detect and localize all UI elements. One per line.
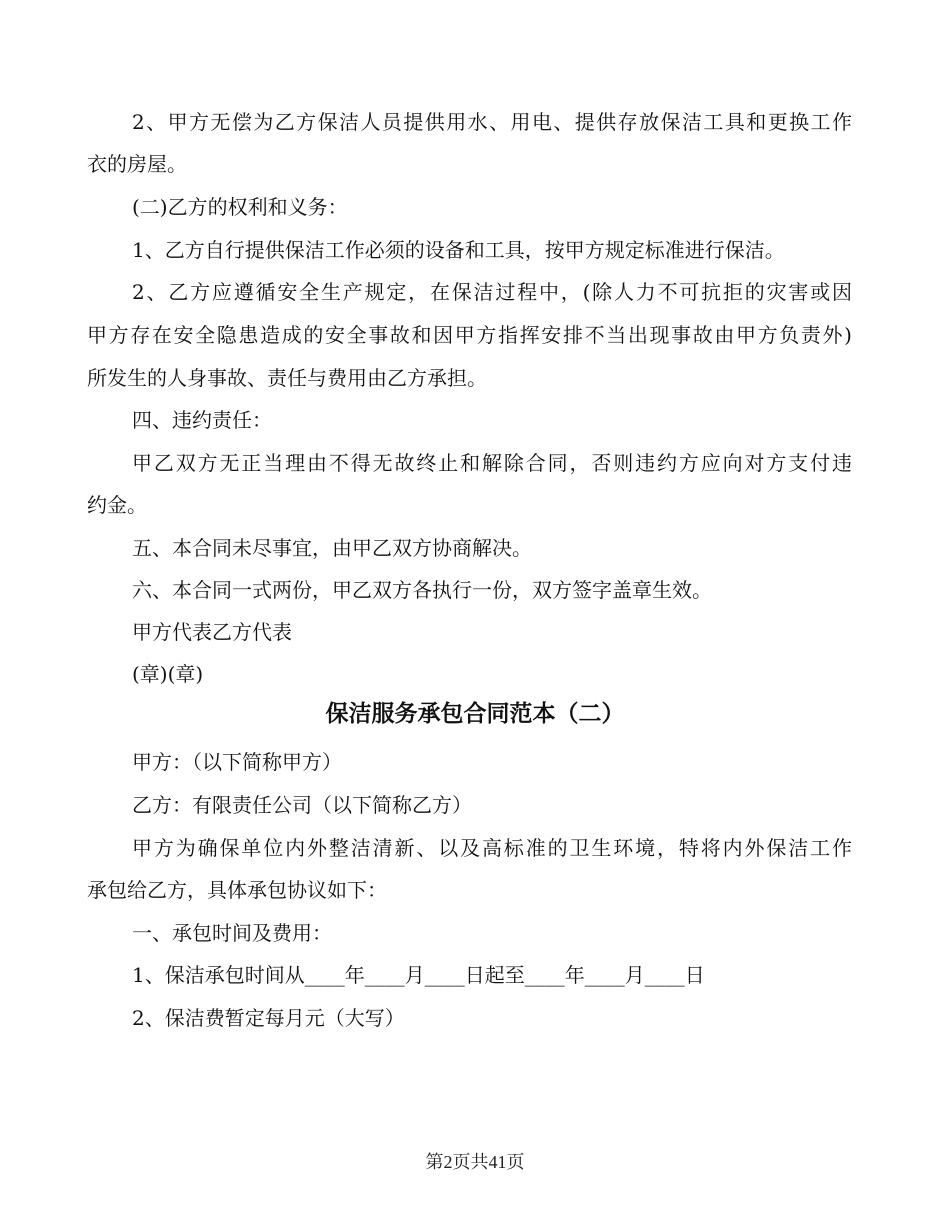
paragraph-line: 六、本合同一式两份，甲乙双方各执行一份，双方签字盖章生效。 [132,578,712,602]
paragraph-line: 甲方为确保单位内外整洁清新、以及高标准的卫生环境，特将内外保洁工作 [132,836,852,860]
paragraph-line: 四、违约责任： [132,408,272,432]
paragraph-line: (章)(章) [132,662,204,686]
paragraph-line: 一、承包时间及费用： [132,921,332,945]
page-footer: 第2页共41页 [425,1152,525,1172]
section-title: 保洁服务承包合同范本（二） [325,700,625,727]
paragraph-line: 2、甲方无偿为乙方保洁人员提供用水、用电、提供存放保洁工具和更换工作 [132,110,852,134]
paragraph-line: 2、乙方应遵循安全生产规定，在保洁过程中，(除人力不可抗拒的灾害或因 [132,280,852,304]
paragraph-line: 2、保洁费暂定每月元（大写） [132,1006,405,1030]
paragraph-line: 1、保洁承包时间从____年____月____日起至____年____月____日 [132,963,705,987]
paragraph-line: 承包给乙方，具体承包协议如下： [87,878,387,902]
paragraph-line: 甲方代表乙方代表 [132,620,292,644]
paragraph-line: 1、乙方自行提供保洁工作必须的设备和工具，按甲方规定标准进行保洁。 [132,238,785,262]
paragraph-line: 约金。 [87,493,147,517]
paragraph-line: 衣的房屋。 [87,152,187,176]
paragraph-line: 甲方存在安全隐患造成的安全事故和因甲方指挥安排不当出现事故由甲方负责外) [87,323,852,347]
paragraph-line: 乙方：有限责任公司（以下简称乙方） [132,793,472,817]
paragraph-line: 甲方：（以下简称甲方） [132,750,342,774]
paragraph-line: (二)乙方的权利和义务： [132,195,348,219]
paragraph-line: 甲乙双方无正当理由不得无故终止和解除合同，否则违约方应向对方支付违 [132,451,852,475]
paragraph-line: 五、本合同未尽事宜，由甲乙双方协商解决。 [132,536,532,560]
paragraph-line: 所发生的人身事故、责任与费用由乙方承担。 [87,366,487,390]
